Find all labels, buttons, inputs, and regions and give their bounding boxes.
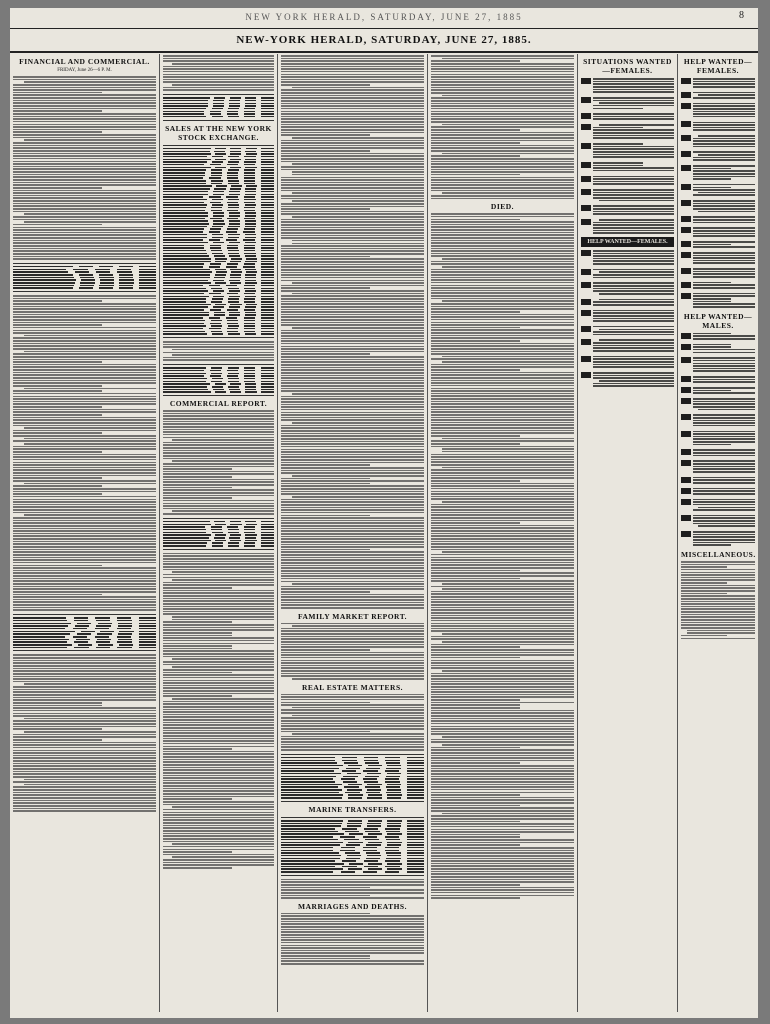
text-block (693, 430, 755, 447)
text-block (693, 102, 755, 119)
text-block (593, 268, 674, 280)
column-heading-secondary: COMMERCIAL REPORT. (169, 399, 268, 409)
page-number: 8 (739, 10, 744, 21)
classified-ads (681, 77, 755, 309)
text-block (693, 476, 755, 485)
column-heading-marriages-deaths: MARRIAGES AND DEATHS. (298, 901, 407, 911)
masthead: NEW-YORK HERALD, SATURDAY, JUNE 27, 1885. (10, 28, 758, 53)
text-block (693, 292, 755, 309)
text-block (693, 251, 755, 265)
text-block (693, 530, 755, 547)
text-block (431, 55, 574, 199)
column-deaths (428, 54, 578, 1012)
text-block (431, 213, 574, 899)
text-block (693, 215, 755, 224)
text-block (693, 120, 755, 132)
column-heading-real-estate: REAL ESTATE MATTERS. (301, 682, 404, 692)
table-block (281, 817, 424, 876)
text-block (693, 487, 755, 496)
text-block (13, 654, 156, 811)
text-block (163, 55, 274, 91)
text-block (593, 338, 674, 352)
column-heading-died: DIED. (490, 202, 515, 212)
column-financial (10, 54, 160, 1012)
column-heading-family-market: FAMILY MARKET REPORT. (297, 611, 408, 621)
text-block (281, 913, 424, 965)
text-block (163, 553, 274, 869)
text-block (593, 77, 674, 94)
text-block (593, 204, 674, 216)
column-stock-sales (160, 54, 278, 1012)
text-block (593, 142, 674, 159)
text-block (693, 183, 755, 197)
section-band: HELP WANTED—FEMALES. (581, 237, 674, 247)
text-block (593, 371, 674, 388)
column-heading-help-wanted-males: HELP WANTED—MALES. (683, 311, 753, 330)
text-block (593, 161, 674, 173)
column-heading: SALES AT THE NEW YORK STOCK EXCHANGE. (165, 123, 272, 142)
text-block (693, 240, 755, 249)
text-block (163, 341, 274, 361)
column-heading: HELP WANTED—FEMALES. (683, 57, 753, 75)
text-block (693, 332, 755, 341)
column-real-estate (278, 54, 428, 1012)
text-block (593, 175, 674, 187)
text-block (13, 76, 156, 260)
text-block (693, 199, 755, 213)
text-block (593, 188, 674, 202)
text-block (681, 561, 755, 639)
table-block (163, 364, 274, 396)
column-heading-miscellaneous: MISCELLANEOUS. (681, 549, 756, 559)
text-block (593, 355, 674, 369)
text-block (693, 448, 755, 457)
text-block (281, 879, 424, 899)
table-block (281, 754, 424, 802)
text-block (693, 413, 755, 427)
text-block (693, 397, 755, 411)
text-block (693, 91, 755, 100)
text-block (693, 356, 755, 373)
table-block (163, 145, 274, 338)
text-block (593, 112, 674, 121)
text-block (693, 267, 755, 279)
text-block (593, 218, 674, 235)
newspaper-page (10, 8, 758, 1018)
text-block (281, 55, 424, 608)
text-block (13, 295, 156, 611)
text-block (593, 96, 674, 110)
column-help-wanted (678, 54, 758, 1012)
column-heading: FINANCIAL AND COMMERCIAL. (19, 57, 150, 66)
text-block (693, 281, 755, 290)
text-block (593, 309, 674, 323)
text-block (693, 150, 755, 162)
text-block (593, 123, 674, 140)
text-block (693, 498, 755, 512)
text-block (693, 386, 755, 395)
text-block (693, 226, 755, 238)
classified-ads (681, 332, 755, 547)
text-block (593, 249, 674, 266)
text-block (163, 410, 274, 515)
text-block (693, 375, 755, 384)
top-strip: NEW YORK HERALD, SATURDAY, JUNE 27, 1885 (245, 12, 523, 22)
text-block (693, 164, 755, 181)
text-block (693, 134, 755, 148)
text-block (693, 343, 755, 355)
classified-ads (581, 77, 674, 235)
text-block (593, 281, 674, 295)
classified-ads (581, 249, 674, 388)
text-block (693, 77, 755, 89)
table-block (13, 614, 156, 651)
table-block (163, 94, 274, 121)
text-block (693, 514, 755, 528)
text-block (281, 694, 424, 751)
column-heading: SITUATIONS WANTED—FEMALES. (583, 57, 672, 75)
text-block (281, 623, 424, 680)
text-block (693, 459, 755, 473)
table-block (13, 263, 156, 292)
column-heading-marine-transfers: MARINE TRANSFERS. (308, 804, 397, 814)
column-situations-wanted (578, 54, 678, 1012)
column-subhead: FRIDAY, June 26—6 P. M. (57, 68, 112, 73)
text-block (593, 298, 674, 307)
text-block (593, 325, 674, 337)
table-block (163, 518, 274, 550)
